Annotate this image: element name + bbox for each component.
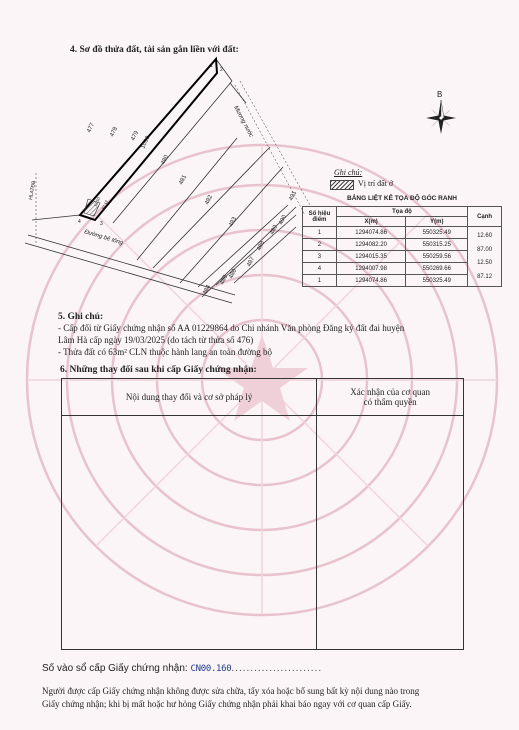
- cell-edge: 87.00: [477, 246, 493, 253]
- cell-y: 550325.49: [406, 227, 468, 239]
- parcel-label: 487: [246, 256, 257, 268]
- legend-title: Ghi chú:: [334, 168, 363, 177]
- svg-text:B: B: [437, 90, 443, 99]
- note-line: - Thửa đất có 63m² CLN thuộc hành lang an toàn đường bộ: [58, 347, 273, 357]
- cell-point: 3: [303, 251, 337, 263]
- cell-point: 4: [303, 263, 337, 275]
- parcel-area-label: 1090: [140, 135, 152, 150]
- parcel-map: [20, 55, 310, 305]
- cell-x: 1294074.86: [336, 227, 406, 239]
- parcel-label: 485: [219, 274, 230, 286]
- cell-y: 550315.25: [406, 239, 468, 251]
- parcel-label: 482: [204, 194, 215, 206]
- table-row: [62, 416, 464, 650]
- changes-content-cell: [62, 416, 317, 650]
- parcel-label: 478: [109, 126, 120, 138]
- parcel-label: 490: [278, 214, 289, 226]
- parcel-label: 481: [178, 174, 189, 186]
- parcel-boundaries: [25, 59, 299, 303]
- cell-edge: 12.50: [477, 260, 493, 267]
- section4-title: 4. Sơ đồ thửa đất, tài sản gắn liền với đất:: [70, 45, 239, 55]
- footer-line: Giấy chứng nhận; khi bị mất hoặc hư hỏng Giấy chứng nhận phải khai báo ngay với cơ quan cấp Giấy.: [42, 699, 412, 709]
- cell-point: 1: [303, 227, 337, 239]
- parcel-label: 483: [228, 216, 239, 228]
- parcel-label: 477: [86, 122, 97, 134]
- coord-table-title: BẢNG LIỆT KÊ TỌA ĐỘ GÓC RANH: [347, 195, 457, 202]
- changes-header-confirm: Xác nhận của cơ quan có thẩm quyền: [317, 379, 464, 416]
- header-edge: Cạnh: [468, 207, 502, 227]
- cell-x: 1294082.20: [336, 239, 406, 251]
- cell-edge: 87.12: [477, 274, 493, 281]
- changes-header-content: Nội dung thay đổi và cơ sở pháp lý: [62, 379, 317, 416]
- header-coords: Tọa độ: [336, 207, 467, 217]
- header-point: Số hiệu điểm: [303, 207, 337, 227]
- cell-y: 550269.66: [406, 263, 468, 275]
- changes-table: [61, 378, 464, 650]
- parcel-label: 488: [256, 240, 267, 252]
- road-label: Đường bê tông: [83, 229, 124, 247]
- header-y: Y(m): [406, 217, 468, 227]
- registration-line: [42, 663, 322, 674]
- parcel-label: 480: [160, 154, 171, 166]
- vertex-label: 3: [100, 221, 103, 227]
- vertex-label: 1: [210, 63, 213, 69]
- cell-x: 1294015.35: [336, 251, 406, 263]
- parcel-label: 486: [228, 268, 239, 280]
- hlatdb-label: HLATĐB: [28, 180, 38, 201]
- registration-number: CN00.160: [190, 664, 232, 674]
- registration-label: Số vào sổ cấp Giấy chứng nhận:: [42, 663, 188, 674]
- header-x: X(m): [336, 217, 406, 227]
- vertex-label: 4: [78, 219, 81, 225]
- cell-edge: 12.60: [477, 232, 493, 239]
- residential-hatch-icon: [330, 180, 354, 190]
- legend-label: Vị trí đất ở: [358, 179, 394, 188]
- cell-point: 1: [303, 275, 337, 287]
- section5-title: 5. Ghi chú:: [58, 312, 104, 322]
- cell-x: 1294074.86: [336, 275, 406, 287]
- parcel-label: 479: [130, 130, 141, 142]
- cell-y: 550259.56: [406, 251, 468, 263]
- note-line: Lâm Hà cấp ngày 19/03/2025 (do tách từ thửa số 476): [58, 335, 254, 345]
- compass-icon: [422, 88, 460, 136]
- note-line: - Cấp đổi từ Giấy chứng nhận số AA 01229864 do Chi nhánh Văn phòng Đăng ký đất đai huyện: [58, 323, 405, 333]
- edge-label: 87.12: [100, 199, 110, 211]
- footer-line: Người được cấp Giấy chứng nhận không được sửa chữa, tẩy xóa hoặc bổ sung bất kỳ nội dung nào trong: [42, 686, 420, 696]
- table-row: [303, 227, 502, 239]
- changes-confirm-cell: [317, 416, 464, 650]
- cell-x: 1294007.98: [336, 263, 406, 275]
- cell-point: 2: [303, 239, 337, 251]
- parcel-label: 491: [288, 190, 299, 202]
- section6-title: 6. Những thay đổi sau khi cấp Giấy chứng nhận:: [60, 365, 257, 375]
- footer-note: [42, 685, 419, 711]
- coord-table: [302, 206, 502, 287]
- edge-label: 12.50: [92, 196, 102, 208]
- registration-dots: ........................: [231, 663, 323, 674]
- cell-y: 550325.49: [406, 275, 468, 287]
- vertex-label: 2: [220, 67, 223, 73]
- parcel-label: 484: [202, 284, 213, 296]
- parcel-label: 489: [269, 224, 280, 236]
- canal-label: Mương nước: [232, 105, 254, 139]
